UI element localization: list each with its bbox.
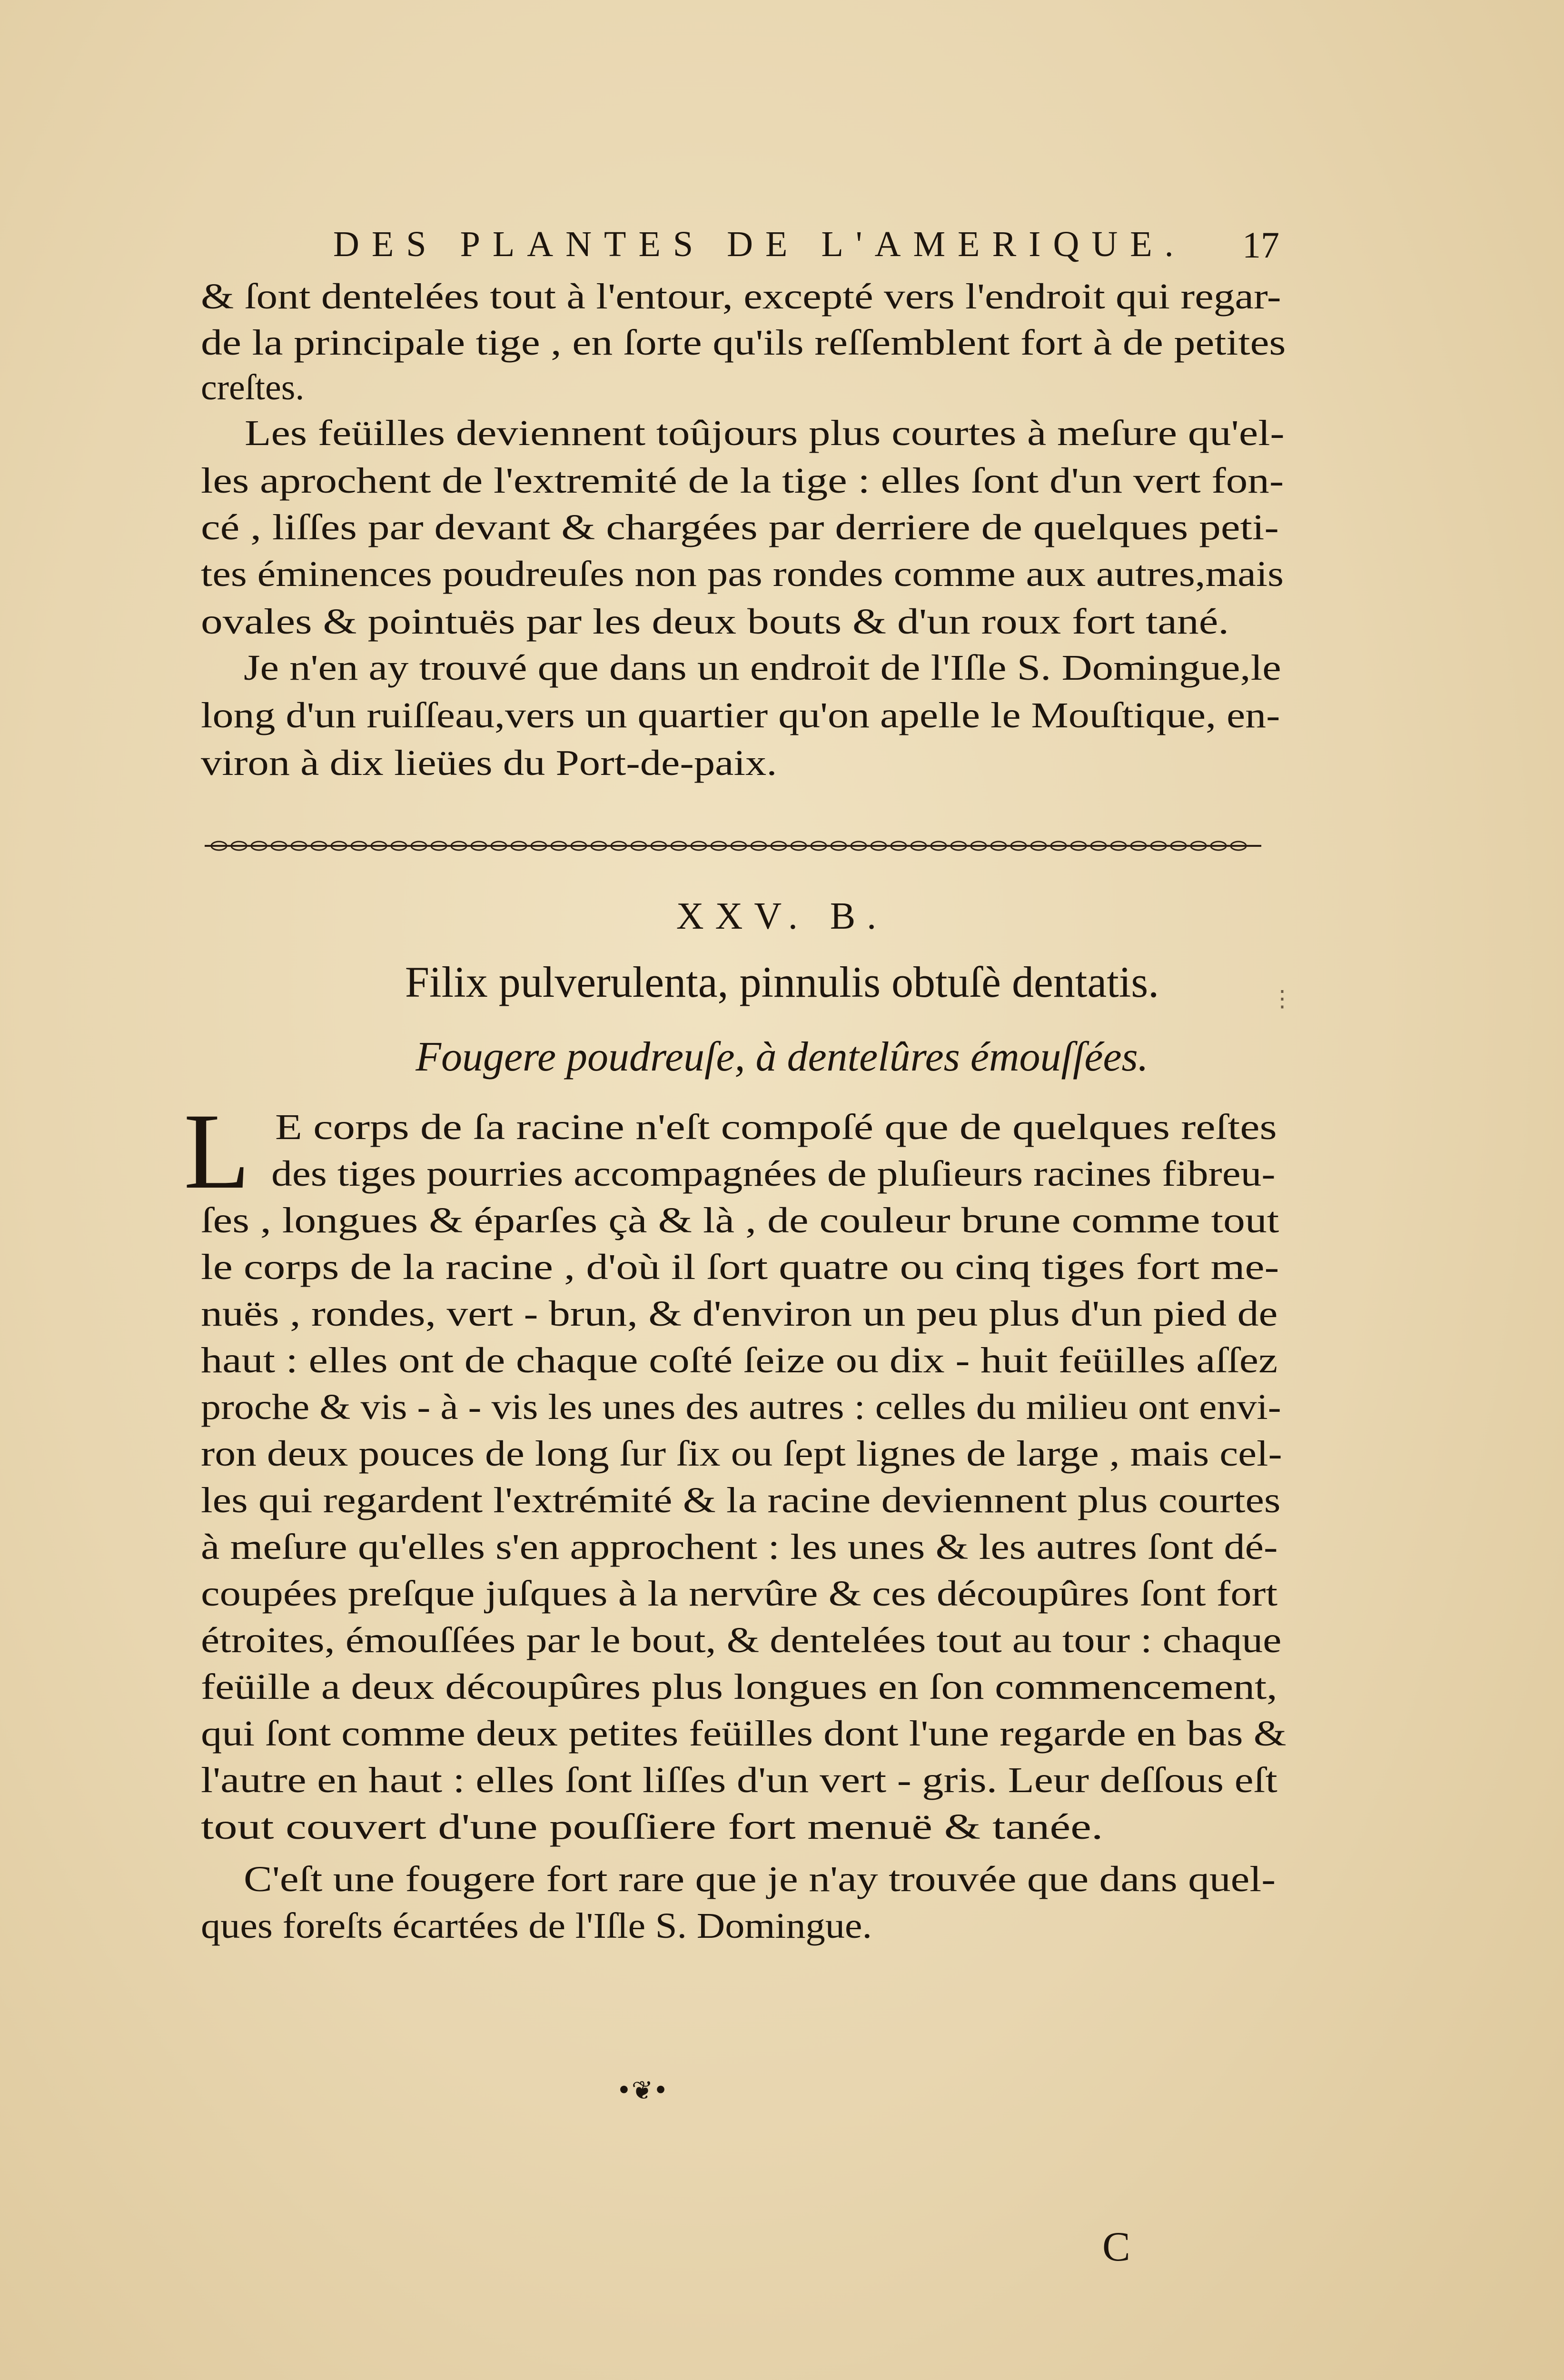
text-line: feüille a deux découpûres plus longues en ſon commencement, (201, 1667, 1277, 1707)
drop-cap: L (184, 1091, 250, 1211)
text-line: & ſont dentelées tout à l'entour, excepté vers l'endroit qui regar- (201, 277, 1281, 317)
text-line: long d'un ruiſſeau,vers un quartier qu'on apelle le Mouſtique, en- (201, 695, 1280, 735)
page-number: 17 (1242, 224, 1279, 266)
signature-mark: C (1102, 2224, 1130, 2270)
latin-title: Filix pulverulenta, pinnulis obtuſè dentatis. (405, 958, 1159, 1006)
stray-mark: ⋮ (1271, 985, 1294, 1012)
text-line: haut : elles ont de chaque coſté ſeize ou dix - huit feüilles aſſez (201, 1340, 1278, 1380)
text-line: coupées preſque juſques à la nervûre & ces découpûres ſont fort (201, 1574, 1278, 1614)
text-line: des tiges pourries accompagnées de pluſieurs racines fibreu- (271, 1154, 1276, 1194)
text-line: ron deux pouces de long ſur ſix ou ſept lignes de large , mais cel- (201, 1434, 1282, 1474)
text-line: Je n'en ay trouvé que dans un endroit de l'Iſle S. Domingue,le (244, 648, 1281, 688)
text-line: Les feüilles deviennent toûjours plus courtes à meſure qu'el- (245, 413, 1285, 453)
text-line: étroites, émouſſées par le bout, & dentelées tout au tour : chaque (201, 1620, 1282, 1660)
text-line: cé , liſſes par devant & chargées par derriere de quelques peti- (201, 507, 1279, 547)
french-title: Fougere poudreuſe, à dentelûres émouſſées. (416, 1034, 1148, 1080)
text-line: proche & vis - à - vis les unes des autres : celles du milieu ont envi- (201, 1387, 1281, 1427)
running-header: DES PLANTES DE L'AMERIQUE. (333, 224, 1186, 264)
text-line: les qui regardent l'extrémité & la racine deviennent plus courtes (201, 1480, 1281, 1520)
text-line: l'autre en haut : elles ſont liſſes d'un vert - gris. Leur deſſous eſt (201, 1760, 1277, 1800)
text-line: tout couvert d'une pouſſiere fort menuë & tanée. (201, 1807, 1103, 1847)
text-line: ovales & pointuës par les deux bouts & d'un roux fort tané. (201, 602, 1229, 642)
text-line: de la principale tige , en ſorte qu'ils reſſemblent fort à de petites (201, 323, 1286, 363)
text-line: ques foreſts écartées de l'Iſle S. Domingue. (201, 1906, 872, 1946)
text-line: les aprochent de l'extremité de la tige : elles ſont d'un vert fon- (201, 461, 1284, 501)
ornamental-rule (200, 839, 1266, 853)
text-line: qui ſont comme deux petites feüilles dont l'une regarde en bas & (201, 1714, 1287, 1754)
section-number: XXV. B. (676, 895, 888, 937)
text-line: viron à dix lieües du Port-de-paix. (201, 743, 777, 783)
text-line: E corps de ſa racine n'eſt compoſé que de quelques reſtes (275, 1107, 1277, 1147)
text-line: le corps de la racine , d'où il ſort quatre ou cinq tiges fort me- (201, 1247, 1279, 1287)
text-line: C'eſt une fougere fort rare que je n'ay trouvée que dans quel- (244, 1859, 1276, 1899)
text-line: tes éminences poudreuſes non pas rondes comme aux autres,mais (201, 554, 1284, 594)
text-line: nuës , rondes, vert - brun, & d'environ un peu plus d'un pied de (201, 1294, 1278, 1334)
text-line: à meſure qu'elles s'en approchent : les unes & les autres ſont dé- (201, 1527, 1278, 1567)
ornament-icon: •❦• (616, 2075, 668, 2105)
text-line: ſes , longues & éparſes çà & là , de couleur brune comme tout (201, 1200, 1279, 1240)
text-line: creſtes. (201, 367, 305, 407)
